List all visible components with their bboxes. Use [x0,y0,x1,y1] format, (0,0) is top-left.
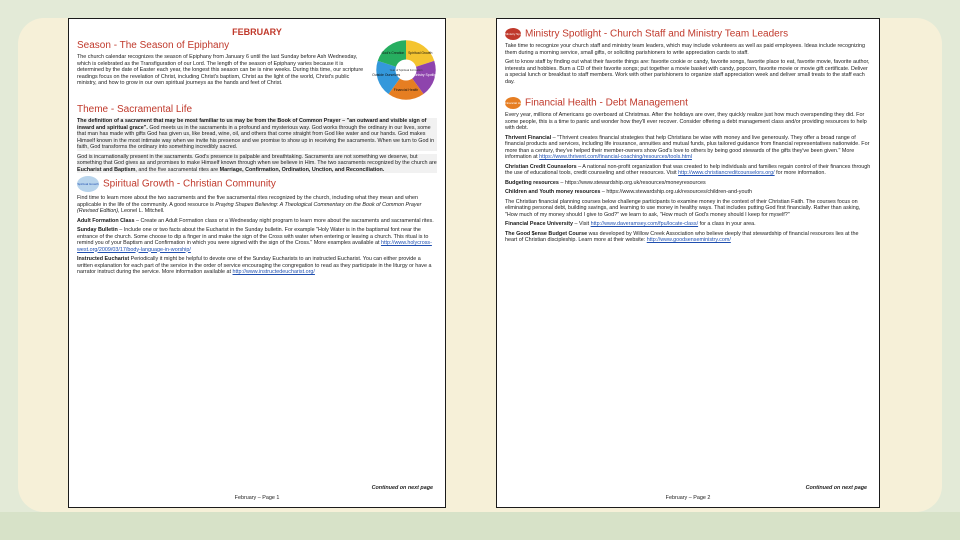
fh-text: – "Thrivent creates financial strategies that help Christians be wise with money and live generously. They offer a broad range of financial products and services, including life insurance, annuities and mutual funds, plus tailored guidance from financial representatives nationwide. For more than a century, they've helped their member-owners show God's love to others by being good stewards of the gifts they've been given." More information at [505,134,870,160]
financial-health-badge-icon: Financial Health [505,97,521,109]
instructed-eucharist-link[interactable]: http://www.instructedeucharist.org/ [232,269,315,275]
theme-text: , and the five sacramental rites are [135,166,219,173]
fh-paragraph-5 [505,189,871,196]
theme-heading: Theme - Sacramental Life [77,104,193,115]
sg-text: – Create an Adult Formation class or a Wednesday night program to learn more about the sacraments and sacramental rites. [134,217,434,224]
sg-text: Find time to learn more about the two sacraments and the five sacramental rites recognized by the church, including what they mean and when applicable in the life of the community. A good resource is [77,195,418,208]
wheel-label: Financial Health [393,88,419,93]
ms-paragraph-1: Take time to recognize your church staff and ministry team leaders, which may include volunteers as well as paid employees. Ideas include recognizing them during a morning service, small gifts, or soliciting parishioners to write appreciation cards to staff. [505,43,866,56]
fh-text: – https://www.stewardship.org.uk/resources/moneyresources [558,179,706,186]
financial-title: Financial Health - Debt Management [525,97,688,109]
christian-credit-link[interactable]: http://www.christiancreditcounselors.org/ [678,170,775,176]
theme-sacraments: Eucharist and Baptism [77,166,136,173]
sg-label: Adult Formation Class [77,217,135,224]
fh-label: Children and Youth money resources [505,189,601,195]
ministry-title: Ministry Spotlight - Church Staff and Ministry Team Leaders [525,28,789,40]
fh-paragraph-8 [505,231,871,244]
spiritual-growth-heading [77,176,437,192]
sg-label: Instructed Eucharist [77,256,130,262]
fh-paragraph-1: Every year, millions of Americans go overboard at Christmas. After the holidays are over, they quickly realize just how much overspending they did. For some people, this is a time to panic and wonder how they'll ever recover. Consider offering a debt management class and/or providing resources to help with debt. [505,112,867,131]
wheel-center-label: Year of Spiritual Formation [389,68,423,73]
spiritual-growth-badge-icon: Spiritual Growth [77,176,99,192]
wheel-label: Outside Ourselves [372,73,401,78]
sg-paragraph-1 [77,195,437,215]
theme-definition: The definition of a sacrament that may be most familiar to us may be from the Book of Common Prayer – "an outward and visible sign of inward and spiritual grace". [77,118,427,131]
fh-label: Thrivent Financial [505,134,552,141]
continued-note: Continued on next page [805,485,867,491]
goodsense-link[interactable]: http://www.goodsenseministry.com/ [646,237,731,243]
page-number: February – Page 1 [234,495,280,501]
fh-label: Budgeting resources [505,179,559,186]
fh-text: – Visit [573,221,590,227]
formation-wheel-diagram [372,39,439,101]
sg-text: , Leonel L. Mitchell. [118,208,165,214]
fh-paragraph-6: The Christian financial planning courses below challenge participants to examine money in the context of their Christian Faith. The courses focus on eliminating personal debt, building savings, and learning to use money in healthy ways. That includes putting God first financially. Rather than asking, "How much of my money should I give to God?" we learn to ask, "How much of God's money should I keep for myself?" [505,198,861,218]
fh-label: Christian Credit Counselors [505,163,577,170]
bottom-strip [0,512,960,540]
fh-paragraph-4 [505,180,871,187]
wheel-label: Spiritual Growth [408,50,433,55]
month-heading: FEBRUARY [232,27,282,37]
continued-note: Continued on next page [371,485,433,491]
fh-text: – A national non-profit organization that was created to help individuals and families regain control of their finances through the use of educational tools, credit counseling and other resources. Visit [505,163,871,176]
ms-paragraph-2: Get to know staff by finding out what their favorite things are: favorite cookie or candy, favorite songs, favorite place to eat, favorite movie, favorite author, interests and hobbies. Burn a CD of their favorite songs; put together a movie basket with candy, popcorn, favorite movie or movie gift certificate. Deliver a special lunch or breakfast to staff members. Work with other parishioners to organize staff appreciation week and deliver small treats to the staff each day. [505,59,870,85]
sg-text: Periodically it might be helpful to devote one of the Sunday Eucharists to an instructed Eucharist. You can either provide a written explanation for each part of the service in the order of service encouraging the congregation to read as they participate in the liturgy or have a narrator instruct during the service. More information available at [77,256,432,275]
holycross-link[interactable]: http://www.holycross-west.org/2009/03/17/body-language-in-worship/ [77,240,432,253]
wheel-label: God's Creation [381,50,405,55]
theme-paragraph-1 [77,118,437,151]
fh-paragraph-3 [505,164,871,177]
fh-text: was developed by Willow Creek Association who believe deeply that stewardship of financial resources lies at the heart of Christian discipleship. Learn more at their website: [505,230,859,243]
newsletter-page-2 [496,18,880,508]
fh-label: The Good $ense Budget Course [505,230,588,237]
page-number: February – Page 2 [665,495,711,501]
theme-rites: Marriage, Confirmation, Ordination, Unction, and Reconciliation. [219,166,385,173]
sg-label: Sunday Bulletin [77,227,118,233]
season-text: The church calendar recognizes the season of Epiphany from January 6 until the last Sunday before Ash Wednesday, which is celebrated as the Transfiguration of our Lord. The length of the season of Epiphany varies because it is determined by the date of Easter each year, the longest this season can be is nine weeks. During this time, our scripture readings focus on the revelation of Christ, including Christ's baptism, Christ as the light of the world, Christ's public ministry, and how to grow in our own spiritual journeys as the hands and feet of Christ. [77,54,364,86]
fh-paragraph-2 [505,135,871,161]
sg-paragraph-3 [77,227,437,253]
wheel-label: Ministry Spotlight [412,73,439,78]
season-heading: Season - The Season of Epiphany [77,40,230,51]
fh-label: Financial Peace University [505,221,574,227]
sg-paragraph-2 [77,218,437,225]
fh-paragraph-7 [505,221,871,228]
thrivent-link[interactable]: https://www.thrivent.com/financial-coaching/resources/tools.html [539,154,692,160]
fh-text: for more information. [774,170,826,176]
sg-paragraph-4 [77,256,437,276]
spiritual-growth-title: Spiritual Growth - Christian Community [103,178,276,190]
fh-text: for a class in your area. [698,221,756,227]
theme-paragraph-2 [77,154,437,174]
financial-heading [505,97,871,109]
fh-text: – https://www.stewardship.org.uk/resources/children-and-youth [600,189,752,195]
sg-book-title: Praying Shapes Believing: A Theological Commentary on the Book of Common Prayer (Revised Edition) [77,201,422,214]
newsletter-page-1 [68,18,446,508]
sg-text: – Include one or two facts about the Eucharist in the Sunday bulletin. For example "Holy Water is in the baptismal font near the entrance of the church. Some choose to dip a finger in and make the sign of the Cross with water when entering or leaving a church. This ritual is to remind you of your Baptism and Confirmation in which you were signed with the sign of the Cross." More examples available at [77,227,429,246]
ministry-heading [505,28,871,40]
theme-text: God is incarnationally present in the sacraments. God's presence is palpable and breathtaking. Sacraments are not something we deserve, but something that God gives as and promises to make Himself known through when we believe in Him. The two sacraments recognized by the church are [77,153,437,166]
theme-text: God meets us in the sacraments in a profound and mysterious way. God works through the ordinary in our lives, some that man has made with gifts God has given us, like bread, wine, oil, and others that come straight from God like water and our hands. God makes Himself known in the most intimate way when we invite his presence and we promise to show up in receiving the sacraments. When we turn to God in faith, God transforms the ordinary into something incredibly sacred. [77,124,435,150]
ministry-spotlight-badge-icon: Ministry Spotlight [505,28,521,40]
daveramsey-link[interactable]: http://www.daveramsey.com/fpu/locate-class/ [590,221,699,227]
